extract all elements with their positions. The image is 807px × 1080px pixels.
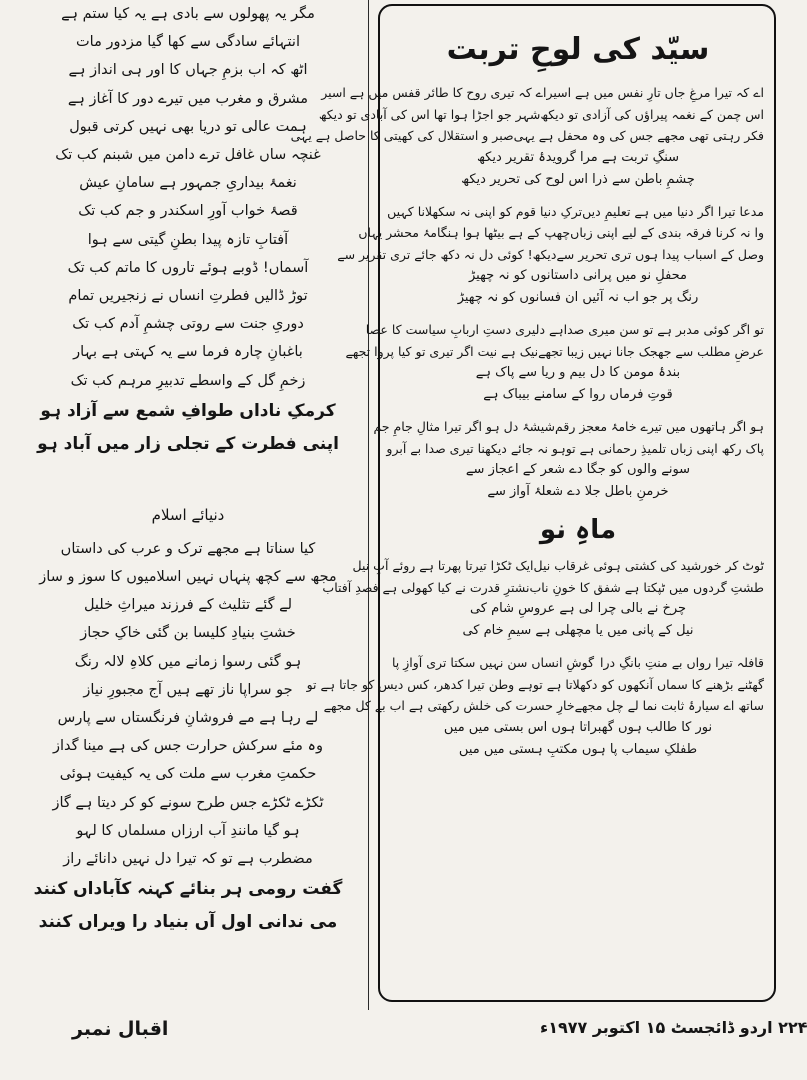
couplet	[323, 695, 764, 717]
misra-second: شہر جو اجڑا ہوا تھا اس کی آبادی تو دیکھ	[318, 106, 541, 122]
misra-first: ساتھ اے سیارۂ ثابت نما لے چل مجھے	[574, 698, 764, 713]
verse-line: مگر یہ پھولوں سے بادی ہے یہ کیا ستم ہے	[61, 6, 315, 22]
couplet	[322, 577, 764, 599]
misra-second: صبر و استقلال کی کھیتی کا حاصل ہے یہی	[290, 128, 514, 143]
verse-line: می ندانی اول آں بنیاد را ویراں کنند	[38, 912, 338, 933]
center-verse: قوتِ فرماں روا کے سامنے بیباک ہے	[483, 387, 673, 402]
verse-line: گفت رومی ہر بنائے کہنہ کآباداں کنند	[33, 879, 343, 900]
misra-second: ہے وطن تیرا کدھر، کس دیس کو جاتا ہے تو	[306, 676, 533, 692]
center-verse: رنگ پر جو اب نہ آئیں ان فسانوں کو نہ چھیڑ	[457, 290, 699, 305]
couplet	[373, 416, 764, 438]
misra-first: عرضِ مطلب سے جھجک جانا نہیں زیبا تجھے	[538, 343, 764, 359]
couplet	[386, 438, 764, 460]
verse-line: ٹکڑے ٹکڑے جس طرح سونے کو کر دیتا ہے گاز	[52, 794, 324, 811]
verse-line: توڑ ڈالیں فطرتِ انساں نے زنجیریں تمام	[68, 288, 308, 305]
misra-first: اس چمن کے نغمہ پیراؤں کی آزادی تو دیکھ	[540, 106, 764, 122]
couplet	[352, 555, 764, 577]
verse-line: انتہائے سادگی سے کھا گیا مزدور مات	[76, 34, 300, 51]
misra-second: خارِ حسرت کی خلش رکھتی ہے اب بے کل مجھے	[323, 698, 575, 713]
left-top-verses	[28, 0, 348, 461]
verse-line: مشرق و مغرب میں تیرے دور کا آغاز ہے	[67, 90, 309, 107]
misra-second: ہو نہ جائے دیکھنا تیری صدا بے آبرو	[386, 440, 566, 456]
verse-line: لے گئے تثلیث کے فرزند میراثِ خلیل	[83, 597, 293, 614]
misra-second: ہے دلیری دستِ اربابِ سیاست کا عصا	[365, 322, 564, 337]
misra-second: گوشِ انساں سن نہیں سکتا تری آوازِ پا	[392, 655, 595, 670]
footer-issue-title: اقبال نمبر	[72, 1018, 169, 1040]
center-verse: چشمِ باطن سے ذرا اس لوح کی تحریر دیکھ	[461, 171, 695, 187]
misra-first: فکر رہتی تھی مجھے جس کی وہ محفل ہے یہی	[513, 128, 764, 143]
misra-second: شیشۂ دل ہو اگر تیرا مثالِ جامِ جم	[373, 419, 556, 434]
couplet	[387, 201, 764, 223]
verse-line: ہو گئی رسوا زمانے میں کلاہِ لالہ رنگ	[74, 653, 302, 670]
couplet	[358, 222, 764, 244]
verse-line: باغبانِ چارہ فرما سے یہ کہتی ہے بہار	[73, 344, 303, 361]
verse-line: کرمکِ ناداں طوافِ شمع سے آزاد ہو	[40, 400, 336, 421]
verse-line: کیا سناتا ہے مجھے ترک و عرب کی داستاں	[60, 540, 316, 557]
verse-line: مضطرب ہے تو کہ تیرا دل نہیں دانائے راز	[63, 851, 313, 868]
poem-title: دنیائے اسلام	[151, 505, 225, 524]
couplet	[306, 674, 764, 696]
misra-first: ٹوٹ کر خورشید کی کشتی ہوئی غرقاب نیل	[533, 558, 764, 573]
verse-line: لے رہا ہے مے فروشانِ فرنگستاں سے پارس	[57, 710, 319, 727]
verse-line: وہ مئے سرکش حرارت جس کی ہے مینا گداز	[52, 738, 324, 755]
misra-first: گھٹنے بڑھنے کا سماں آنکھوں کو دکھلاتا ہے تو	[532, 676, 764, 692]
couplet	[337, 244, 764, 266]
verse-line: خشتِ بنیادِ کلیسا بن گئی خاکِ حجاز	[80, 625, 296, 642]
misra-second: نشترِ قدرت نے کیا کھولی ہے فصدِ آفتاب	[322, 579, 530, 595]
misra-second: دیکھ! کوئی دل نہ دکھ جائے تری تقریر سے	[337, 246, 557, 262]
column-divider	[368, 0, 369, 1010]
verse-line: حکمتِ مغرب سے ملت کی یہ کیفیت ہوئی	[59, 766, 317, 783]
misra-first: تو اگر کوئی مدبر ہے تو سن میری صدا	[563, 322, 764, 337]
couplet	[318, 104, 764, 126]
couplet	[365, 319, 764, 341]
couplet	[321, 82, 764, 104]
couplet	[290, 125, 764, 147]
verse-line: ہمت عالی تو دریا بھی نہیں کرتی قبول	[69, 118, 307, 135]
verse-line: مجھ سے کچھ پنہاں نہیں اسلامیوں کا سوز و ساز	[39, 569, 337, 586]
poem-title-main: سیّد کی لوحِ تربت	[446, 32, 710, 67]
verse-line: نغمۂ بیداریِ جمہور ہے سامانِ عیش	[79, 175, 297, 192]
misra-second: ترکِ دنیا قوم کو اپنی نہ سکھلانا کہیں	[387, 203, 583, 219]
verse-line: زخمِ گل کے واسطے تدبیرِ مرہم کب تک	[70, 372, 306, 389]
misra-second: نیک ہے نیت اگر تیری تو کیا پروا تجھے	[345, 343, 539, 359]
verse-line: قصۂ خواب آورِ اسکندر و جم کب تک	[78, 203, 298, 220]
center-verse: محفلِ نو میں پرانی داستانوں کو نہ چھیڑ	[469, 268, 687, 283]
center-verse: چرخ نے بالی چرا لی ہے عروسِ شام کی	[469, 601, 687, 616]
center-verse: بندۂ مومن کا دل بیم و ریا سے پاک ہے	[475, 365, 681, 380]
couplet	[345, 341, 764, 363]
center-verse: سونے والوں کو جگا دے شعر کے اعجاز سے	[465, 462, 691, 477]
left-poem-verses	[28, 535, 348, 939]
misra-first: وصل کے اسباب پیدا ہوں تری تحریر سے	[556, 246, 764, 262]
misra-first: مدعا تیرا اگر دنیا میں ہے تعلیمِ دیں	[582, 203, 764, 219]
verse-line: جو سراپا ناز تھے ہیں آج مجبورِ نیاز	[83, 681, 293, 698]
center-verse: نیل کے پانی میں یا مچھلی ہے سیمِ خام کی	[462, 623, 694, 638]
verse-line: اپنی فطرت کے تجلی زار میں آباد ہو	[37, 433, 339, 454]
center-verse: نور کا طالب ہوں گھبراتا ہوں اس بستی میں میں	[443, 719, 713, 735]
poem-subtitle: ماہِ نو	[539, 515, 617, 545]
misra-first: وا نہ کرنا فرقہ بندی کے لیے اپنی زباں	[570, 225, 764, 240]
verse-line: غنچہ ساں غافل ترے دامن میں شبنم کب تک	[55, 147, 321, 164]
verse-line: ہو گیا مانندِ آب ارزاں مسلماں کا لہو	[76, 822, 300, 839]
misra-first: ہو اگر ہاتھوں میں تیرے خامۂ معجز رقم	[555, 419, 764, 434]
couplet	[392, 652, 764, 674]
verse-line: اٹھ کہ اب بزمِ جہاں کا اور ہی انداز ہے	[68, 62, 308, 79]
misra-first: قافلہ تیرا رواں بے منتِ بانگِ درا	[600, 655, 764, 670]
right-column	[290, 18, 764, 1008]
misra-second: اے کہ تیری روح کا طائر قفس میں ہے اسیر	[321, 85, 547, 100]
left-column	[28, 0, 348, 1010]
center-verse: طفلکِ سیماب پا ہوں مکتبِ ہستی میں میں	[458, 741, 698, 757]
misra-second: ایک ٹکڑا تیرتا پھرتا ہے روئے آبِ نیل	[352, 558, 534, 573]
verse-line: دوریِ جنت سے روتی چشمِ آدم کب تک	[72, 316, 304, 333]
verse-line: آفتابِ تازہ پیدا بطنِ گیتی سے ہوا	[87, 231, 289, 248]
misra-first: اے کہ تیرا مرغِ جاں تارِ نفس میں ہے اسیر	[546, 85, 764, 100]
center-verse: سنگِ تربت ہے مرا گرویدۂ تقریر دیکھ	[476, 149, 680, 165]
misra-first: طشتِ گردوں میں ٹپکتا ہے شفق کا خونِ ناب	[529, 579, 764, 595]
misra-first: پاک رکھ اپنی زباں تلمیذِ رحمانی ہے تو	[565, 440, 764, 456]
footer-page-info: ۲۲۴ اردو ڈائجسٹ ۱۵ اکتوبر ۱۹۷۷ء	[540, 1018, 807, 1037]
misra-second: چھپ کے ہے بیٹھا ہوا ہنگامۂ محشر یہاں	[358, 225, 571, 240]
center-verse: خرمنِ باطل جلا دے شعلۂ آواز سے	[487, 484, 669, 499]
verse-line: آسماں! ڈوبے ہوئے تاروں کا ماتم کب تک	[67, 259, 309, 276]
